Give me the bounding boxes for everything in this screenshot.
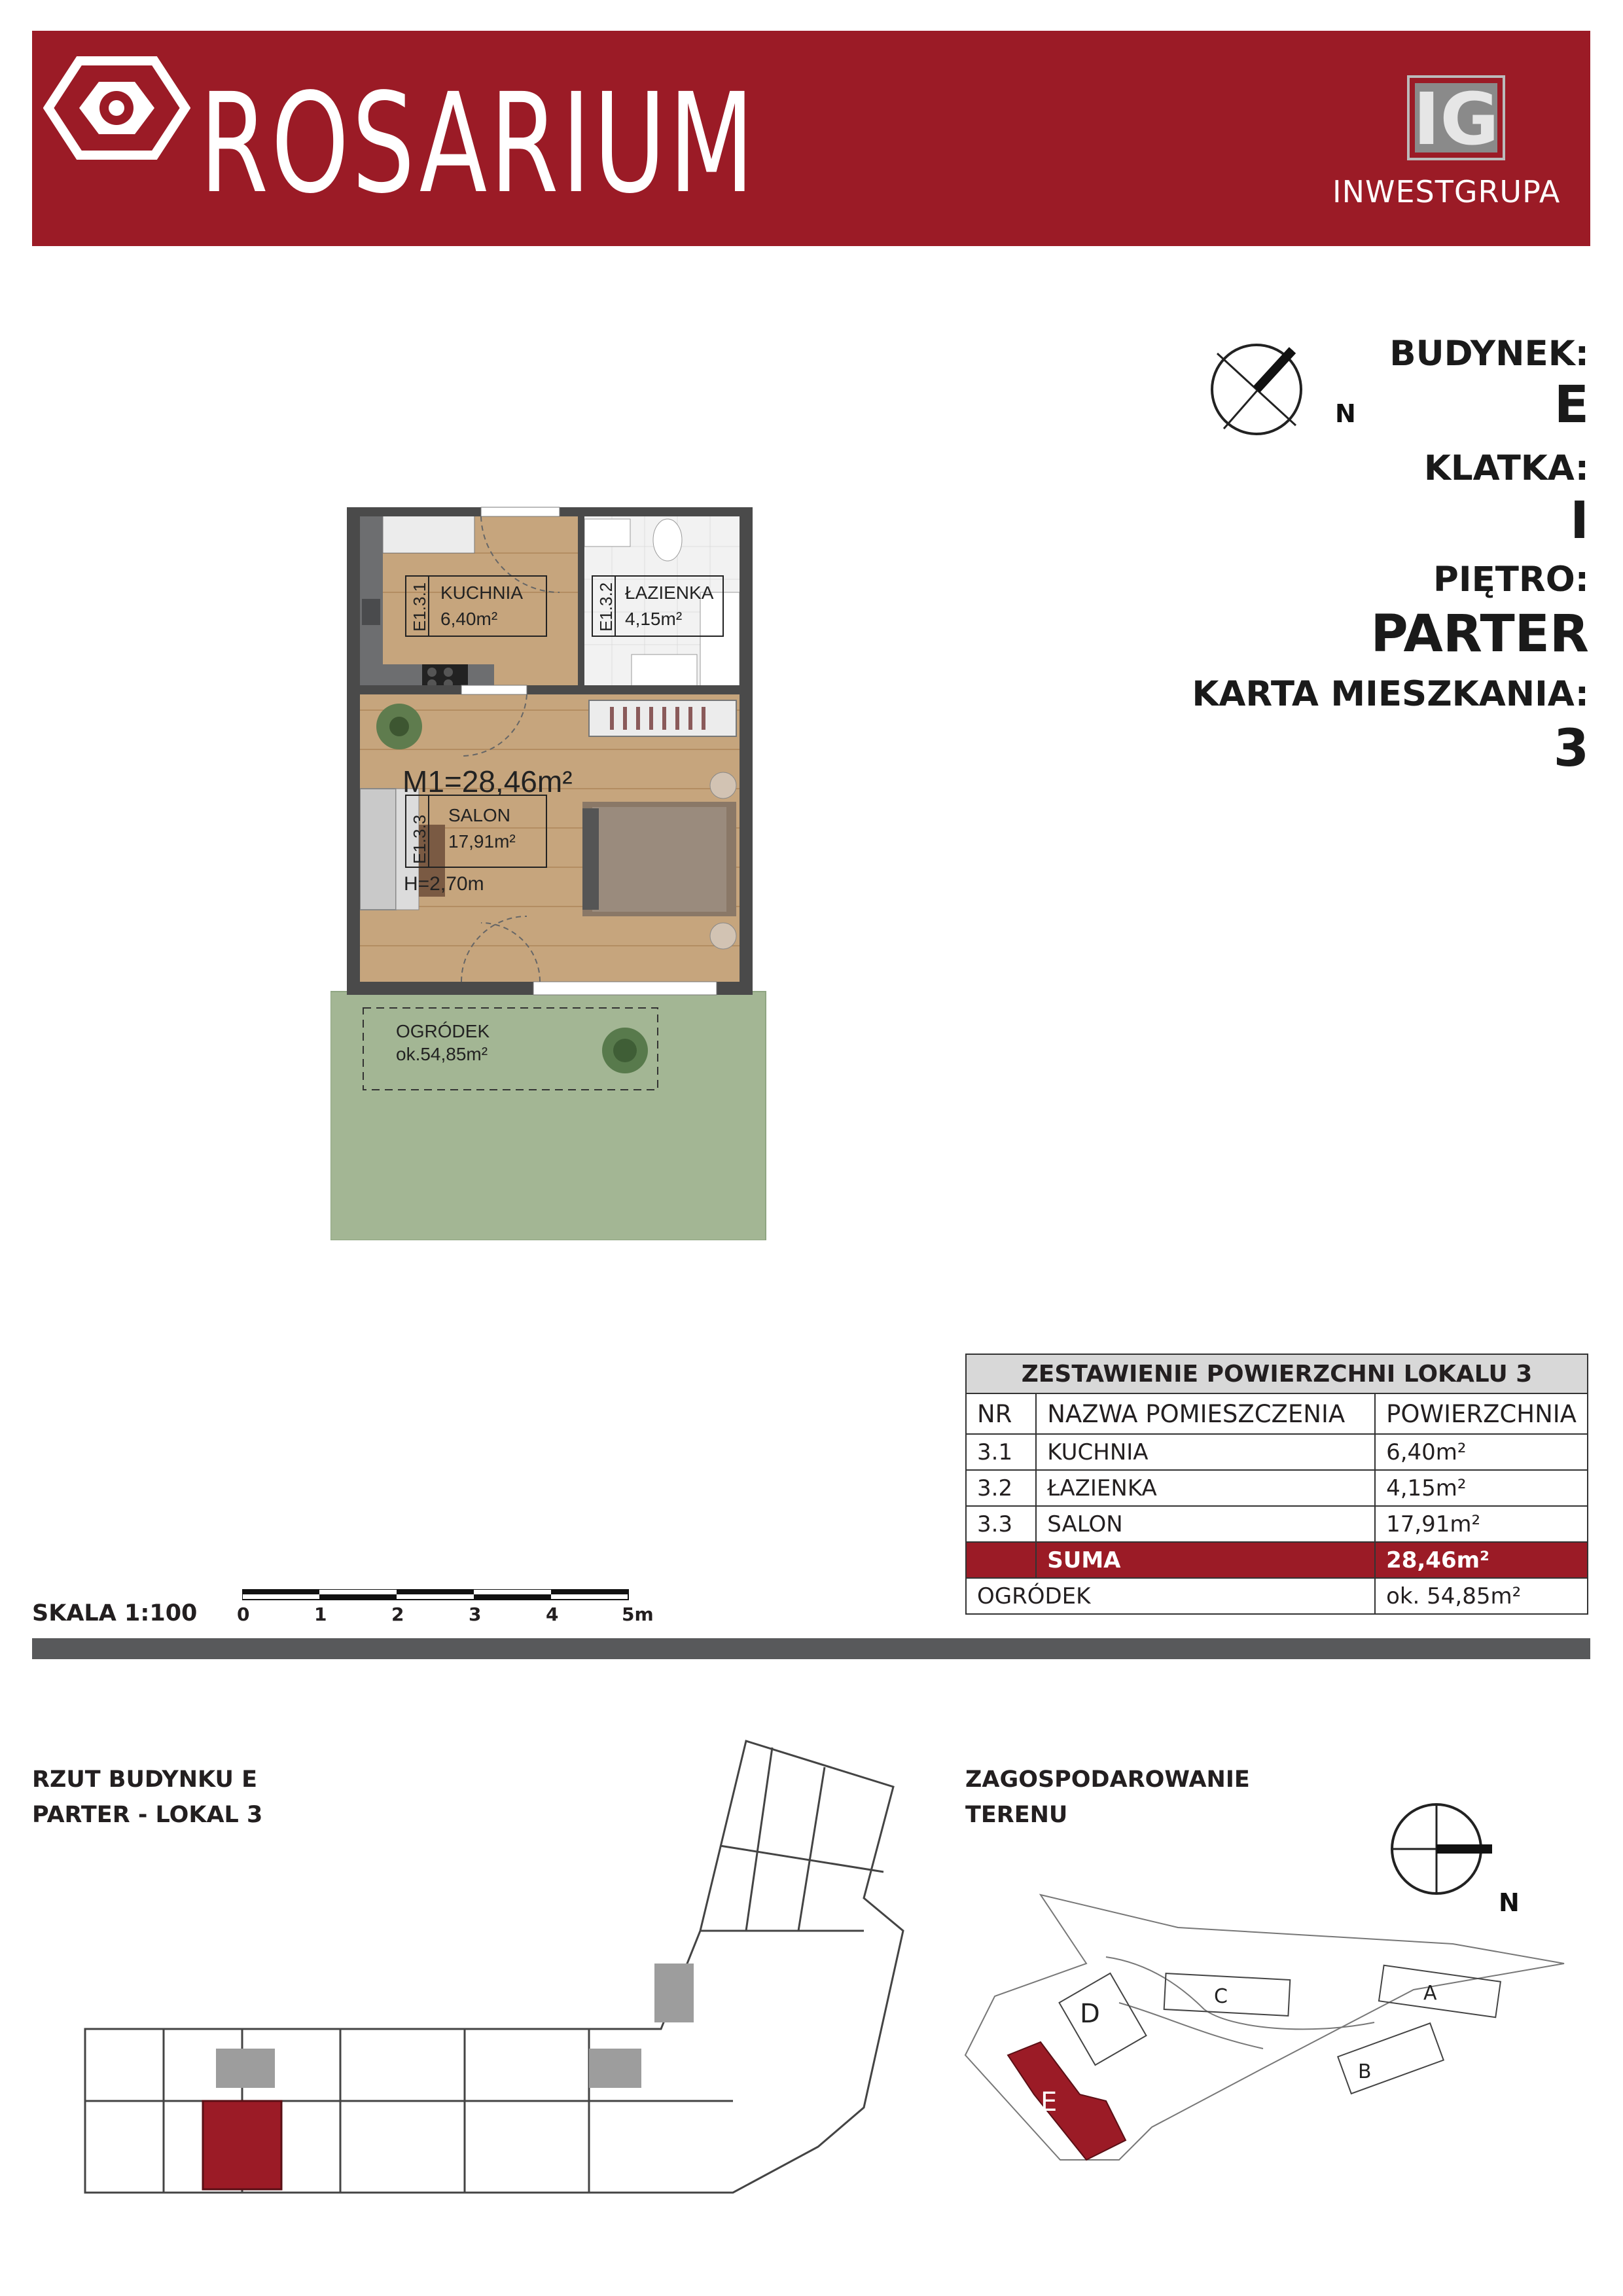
row-name: ŁAZIENKA: [1036, 1470, 1375, 1506]
row-area: 17,91m²: [1375, 1506, 1588, 1542]
bathroom-area: 4,15m²: [625, 609, 683, 629]
card-value: 3: [1553, 719, 1589, 778]
column-header-area: POWIERZCHNIA: [1375, 1393, 1588, 1434]
row-area: 4,15m²: [1375, 1470, 1588, 1506]
site-building-e: E: [1041, 2087, 1058, 2117]
garden-label: OGRÓDEK: [966, 1578, 1375, 1614]
room-height: H=2,70m: [404, 873, 484, 895]
garden-value: ok. 54,85m²: [1375, 1578, 1588, 1614]
bathroom-code: E1.3.2: [596, 582, 616, 632]
site-building-a: A: [1423, 1982, 1437, 2005]
staircase-label: KLATKA:: [1423, 448, 1589, 488]
section-divider: [32, 1638, 1590, 1659]
site-building-d: D: [1080, 1999, 1100, 2029]
garden-area-label: ok.54,85m²: [396, 1044, 488, 1064]
card-label: KARTA MIESZKANIA:: [1192, 674, 1589, 714]
row-name: KUCHNIA: [1036, 1434, 1375, 1470]
scale-label: SKALA 1:100: [32, 1600, 198, 1626]
kitchen-name: KUCHNIA: [440, 583, 524, 603]
site-building-c: C: [1214, 1985, 1228, 2008]
row-area: 6,40m²: [1375, 1434, 1588, 1470]
developer-initials: IG: [1413, 77, 1499, 160]
site-plan-title: [965, 1762, 1250, 1833]
salon-name: SALON: [448, 805, 510, 825]
site-building-b: B: [1358, 2060, 1372, 2083]
kitchen-code: E1.3.1: [410, 582, 429, 632]
table-row: [966, 1506, 1588, 1542]
scale-tick: 4: [546, 1604, 559, 1625]
north-arrow-icon: [1204, 334, 1361, 452]
rosarium-logo-icon: [43, 56, 190, 160]
apartment-total-area: M1=28,46m²: [402, 764, 573, 798]
kitchen-area: 6,40m²: [440, 609, 498, 629]
row-name: SALON: [1036, 1506, 1375, 1542]
building-plan-title-line2: PARTER - LOKAL 3: [32, 1802, 263, 1829]
table-row: [966, 1434, 1588, 1470]
salon-code: E1.3.3: [410, 814, 429, 864]
scale-tick: 2: [391, 1604, 404, 1625]
building-floor-plan: [79, 1715, 949, 2199]
garden-name: OGRÓDEK: [396, 1021, 490, 1041]
site-plan-title-line2: TERENU: [965, 1802, 1068, 1829]
building-value: E: [1554, 376, 1589, 435]
building-plan-title-line1: RZUT BUDYNKU E: [32, 1767, 258, 1793]
site-north-letter: N: [1499, 1888, 1520, 1917]
garden-row: [966, 1578, 1588, 1614]
column-header-nr: NR: [966, 1393, 1036, 1434]
bathroom-name: ŁAZIENKA: [625, 583, 714, 603]
brand-name: ROSARIUM: [200, 63, 757, 224]
site-plan-title-line1: ZAGOSPODAROWANIE: [965, 1767, 1250, 1793]
scale-tick: 5m: [622, 1604, 654, 1625]
highlighted-apartment: [203, 2101, 281, 2189]
apartment-floor-plan: [330, 494, 769, 1240]
table-row: [966, 1470, 1588, 1506]
table-title: ZESTAWIENIE POWIERZCHNI LOKALU 3: [966, 1354, 1588, 1393]
area-summary-table: [965, 1354, 1588, 1615]
building-label: BUDYNEK:: [1389, 334, 1589, 374]
sum-label: SUMA: [1036, 1542, 1375, 1578]
column-header-name: NAZWA POMIESZCZENIA: [1036, 1393, 1375, 1434]
sum-value: 28,46m²: [1375, 1542, 1588, 1578]
floor-label: PIĘTRO:: [1433, 560, 1589, 600]
row-nr: 3.3: [966, 1506, 1036, 1542]
row-nr: 3.1: [966, 1434, 1036, 1470]
site-plan-map: [955, 1885, 1571, 2173]
scale-tick: 3: [469, 1604, 482, 1625]
highlighted-building-e: [1008, 2042, 1126, 2160]
north-letter: N: [1335, 399, 1356, 428]
salon-area: 17,91m²: [448, 831, 516, 852]
staircase-value: I: [1569, 492, 1589, 550]
scale-bar: [242, 1589, 635, 1602]
sum-row: [966, 1542, 1588, 1578]
scale-tick: 0: [237, 1604, 250, 1625]
inwestgrupa-logo-icon: [1407, 75, 1505, 160]
developer-name: INWESTGRUPA: [1332, 174, 1561, 209]
scale-tick: 1: [314, 1604, 327, 1625]
row-nr: 3.2: [966, 1470, 1036, 1506]
floor-value: PARTER: [1370, 605, 1589, 664]
